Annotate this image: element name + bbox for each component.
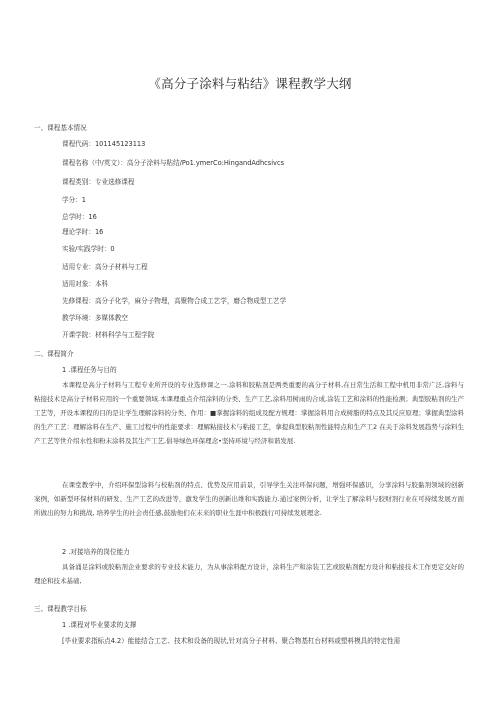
field-teaching-environment: 教学环境：多媒体教空 xyxy=(62,314,128,322)
field-prerequisites: 先修课程：高分子化学，麻分子物理，高聚物合成工艺学，磨合物成型工艺学 xyxy=(62,297,287,305)
graduation-requirement-line: [毕业要求指标点4.2）能能结合工艺、技术和设备的现状,针对高分子材料、聚合物基杠台材料或塑料模具的特定性需 xyxy=(62,637,401,645)
paragraph-task-purpose: 本课程是高分子材料与工程专业所开设的专业选修课之一.涂料和胶粘剂是两类重要的高分子材料,在日常生活和工程中机用非常广泛,涂料与粘接技术是高分子材料应用的一个重要领域.本课理重点介绍涂料的分类、生产工艺,涂料用树雨的合成,涂装工艺和涂料的性能检测；典型胶粘剂的生产工艺等，开设本课程的目的是让学生理解涂料的分类、作用：■掌握涂料的组成及配方规理：掌握涂料用合成树脂的特点及其反应原理；掌握典型涂料的生产工艺：理解涂料在生产、施工过程中的性能要求：理解粘接技术与粘接工艺，拿提典型胶粘剂性能特点和生产工2 在关于涂料发展趋势与涂料生产工艺等世介绍水性和粉末涂料及其生产工艺,倡导绿色环保理念•坚持环境与经济和谐发展. xyxy=(34,381,464,445)
field-course-category: 课程类别：专业选修课程 xyxy=(62,178,135,186)
field-course-name: 课程名称（中/英文）：高分子涂料与粘结/Po1.ymerCo:HingandAdhcsivcs xyxy=(62,159,285,167)
field-target-audience: 适用对象：本科 xyxy=(62,280,109,288)
section-heading-teaching-objectives: 三、课程教学目标 xyxy=(34,605,87,613)
field-applicable-major: 适用专业：高分子材料与工程 xyxy=(62,263,148,271)
section-heading-basic-info: 一、课程基本情况 xyxy=(34,124,87,132)
field-theory-hours: 理论学时：16 xyxy=(62,228,104,236)
field-credits: 学分：1 xyxy=(62,196,86,204)
field-course-code: 课程代码：101145123113 xyxy=(62,140,146,148)
field-practice-hours: 实验/实践学时：0 xyxy=(62,245,115,253)
document-title: 《高分子涂料与粘结》课程教学大纲 xyxy=(148,76,352,91)
section-heading-introduction: 二、课程简介 xyxy=(34,350,74,358)
field-offering-college: 开课学院：材料科学与工程学院 xyxy=(62,331,155,339)
subheading-graduation-support: 1 .课程对毕业要求的支撑 xyxy=(62,621,137,629)
paragraph-job-ability: 具备涌足涂料或胶粘剂企业要求的专业技术能力，为从事涂料配方设计，涂料生产和涂装工艺或胶粘剂配方设计和粘接技术工作更定交好的理论和技术基础, xyxy=(34,563,464,585)
subheading-job-ability: 2 .对接培养的岗位能力 xyxy=(62,548,130,556)
subheading-task-purpose: 1 .课程任务与目的 xyxy=(62,366,117,374)
paragraph-classroom-teaching: 在课堂教学中，介绍环保型涂料与校粘剂的特点、优势及应用前景，引导学生关注环保问题，增强环保感识，分享涂料与胶黏剂领域的创新案例，如新型环保材料的研发、生产工艺的改进等，激发学生的创新出维和实践能力.通过案例分析，让学生了解涂料与胶财剂行业在可持续发展方面所做出的努力和挑战, 培养学生的社会责任感,鼓励他们在未来的职业生涯中积极践行可持续发展理念. xyxy=(34,481,464,517)
field-total-hours: 总学时：16 xyxy=(62,213,97,221)
